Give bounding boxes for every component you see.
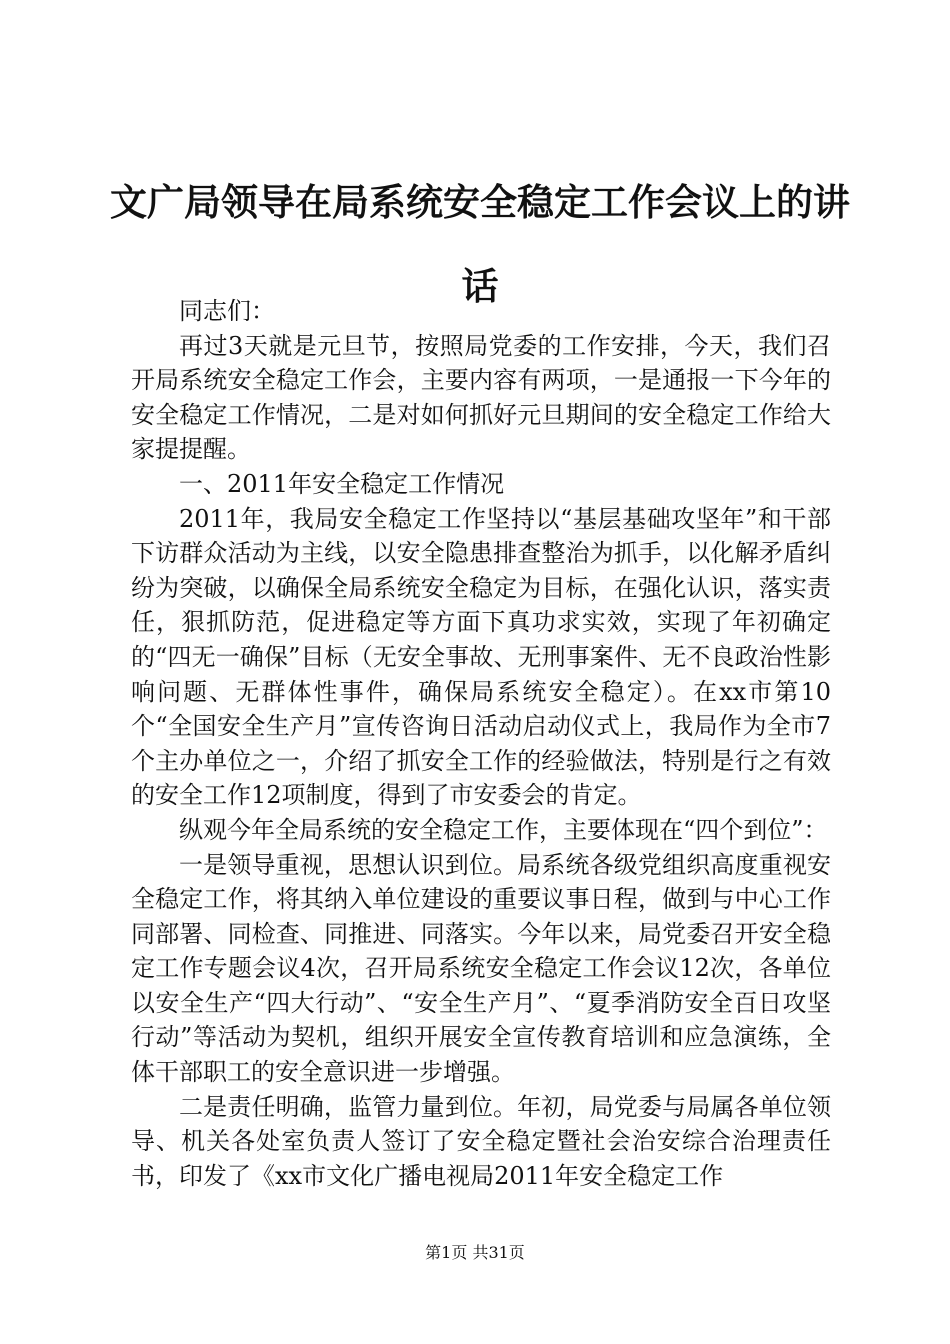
intro-paragraph: 再过3天就是元旦节，按照局党委的工作安排，今天，我们召开局系统安全稳定工作会，主要内容有两项，一是通报一下今年的安全稳定工作情况，二是对如何抓好元旦期间的安全稳定工作给大家提提醒。 [131, 331, 831, 464]
body-paragraph: 2011年，我局安全稳定工作坚持以“基层基础攻坚年”和干部下访群众活动为主线，以安全隐患排查整治为抓手，以化解矛盾纠纷为突破，以确保全局系统安全稳定为目标，在强化认识，落实责任，狠抓防范，促进稳定等方面下真功求实效，实现了年初确定的“四无一确保”目标（无安全事故、无刑事案件、无不良政治性影响问题、无群体性事件，确保局系统安全稳定）。在xx市第10个“全国安全生产月”宣传咨询日活动启动仪式上，我局作为全市7个主办单位之一，介绍了抓安全工作的经验做法，特别是行之有效的安全工作12项制度，得到了市安委会的肯定。 [131, 504, 831, 810]
document-title: 文广局领导在局系统安全稳定工作会议上的讲话 [110, 180, 850, 308]
salutation-paragraph: 同志们： [179, 297, 275, 325]
document-body [131, 294, 831, 1193]
page-number-footer: 第1页 共31页 [425, 1243, 525, 1262]
section-heading: 一、2011年安全稳定工作情况 [179, 469, 505, 498]
body-paragraph: 一是领导重视，思想认识到位。局系统各级党组织高度重视安全稳定工作，将其纳入单位建设的重要议事日程，做到与中心工作同部署、同检查、同推进、同落实。今年以来，局党委召开安全稳定工作专题会议4次，召开局系统安全稳定工作会议12次，各单位以安全生产“四大行动”、“安全生产月”、“夏季消防安全百日攻坚行动”等活动为契机，组织开展安全宣传教育培训和应急演练，全体干部职工的安全意识进一步增强。 [131, 850, 831, 1087]
body-paragraph: 二是责任明确，监管力量到位。年初，局党委与局属各单位领导、机关各处室负责人签订了安全稳定暨社会治安综合治理责任书，印发了《xx市文化广播电视局2011年安全稳定工作 [131, 1092, 831, 1190]
body-paragraph: 纵观今年全局系统的安全稳定工作，主要体现在“四个到位”： [179, 815, 828, 844]
